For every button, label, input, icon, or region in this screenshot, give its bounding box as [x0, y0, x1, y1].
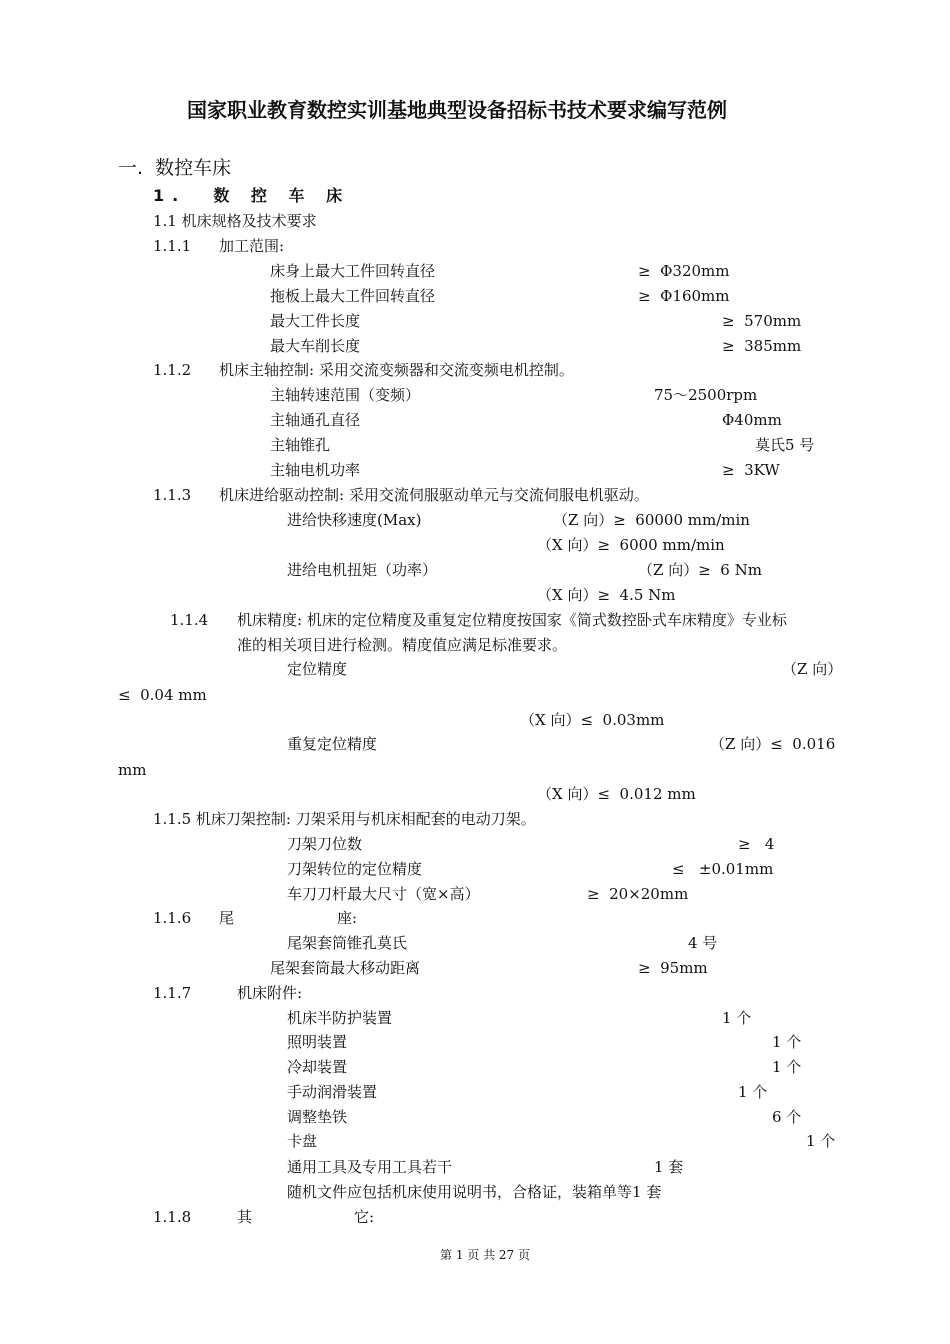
- spec-value: 4 号: [688, 934, 718, 952]
- spec-value: mm: [118, 761, 147, 779]
- spec-value: ≥ 20×20mm: [587, 885, 689, 903]
- section-heading: 一. 数控车床: [118, 157, 232, 179]
- clause-number: 1.1.3: [153, 486, 192, 504]
- spec-label: 尾架套筒锥孔莫氏: [287, 934, 408, 952]
- clause-label: 其: [237, 1208, 253, 1226]
- list-item: 通用工具及专用工具若干: [287, 1158, 453, 1176]
- list-item: 卡盘: [287, 1132, 318, 1150]
- spec-label: 主轴转速范围（变频）: [270, 386, 421, 404]
- spec-value: ≥ 570mm: [722, 312, 802, 330]
- spec-value: （Z 向）: [782, 660, 843, 678]
- list-item-value: 1 个: [738, 1083, 768, 1101]
- spec-value: ≥ 4: [738, 835, 775, 853]
- clause-text: 准的相关项目进行检测。精度值应满足标准要求。: [237, 636, 568, 654]
- clause-label: 加工范围:: [219, 237, 285, 255]
- page-footer: 第 1 页 共 27 页: [440, 1248, 530, 1262]
- clause-number: 1.1.8: [153, 1208, 192, 1226]
- spec-label: 重复定位精度: [287, 735, 378, 753]
- clause-number: 1.1.6: [153, 909, 192, 927]
- list-item-value: 6 个: [772, 1108, 802, 1126]
- spec-label: 拖板上最大工件回转直径: [270, 287, 436, 305]
- spec-label: 尾架套筒最大移动距离: [270, 959, 421, 977]
- spec-value: ≤ 0.04 mm: [118, 686, 207, 704]
- spec-value: ≥ Φ320mm: [638, 262, 730, 280]
- clause-label: 机床主轴控制: 采用交流变频器和交流变频电机控制。: [219, 361, 574, 379]
- spec-value: （Z 向）≥ 6 Nm: [638, 561, 762, 579]
- subsection-heading: 1. 数 控 车 床: [153, 186, 351, 205]
- spec-label: 车刀刀杆最大尺寸（宽×高）: [287, 885, 480, 903]
- list-item-value: 1 个: [806, 1132, 836, 1150]
- list-item: 随机文件应包括机床使用说明书，合格证，装箱单等1 套: [287, 1183, 662, 1201]
- spec-value: 75～2500rpm: [654, 386, 758, 404]
- list-item: 冷却装置: [287, 1058, 348, 1076]
- spec-label: 最大工件长度: [270, 312, 361, 330]
- clause-text: 机床精度: 机床的定位精度及重复定位精度按国家《简式数控卧式车床精度》专业标: [237, 611, 787, 629]
- clause-number: 1.1.1: [153, 237, 192, 255]
- spec-label: 定位精度: [287, 660, 348, 678]
- clause-label: 机床附件:: [237, 984, 303, 1002]
- spec-value: （Z 向）≥ 60000 mm/min: [553, 511, 750, 529]
- spec-value: （X 向）≥ 6000 mm/min: [537, 536, 725, 554]
- spec-label: 刀架转位的定位精度: [287, 860, 423, 878]
- spec-value: ≤ ±0.01mm: [672, 860, 774, 878]
- spec-label: 进给快移速度(Max): [287, 511, 422, 529]
- list-item-value: 1 个: [772, 1058, 802, 1076]
- spec-value: （X 向）≤ 0.03mm: [520, 711, 665, 729]
- clause-label: 机床进给驱动控制: 采用交流伺服驱动单元与交流伺服电机驱动。: [219, 486, 649, 504]
- clause-number: 1.1.4: [170, 611, 209, 629]
- spec-value: Φ40mm: [722, 411, 782, 429]
- list-item-value: 1 个: [772, 1033, 802, 1051]
- spec-value: ≥ 385mm: [722, 337, 802, 355]
- spec-value: ≥ 95mm: [638, 959, 708, 977]
- spec-label: 进给电机扭矩（功率）: [287, 561, 438, 579]
- clause-label: 座:: [337, 909, 358, 927]
- clause-label: 1.1.5 机床刀架控制: 刀架采用与机床相配套的电动刀架。: [153, 810, 536, 828]
- page-title: 国家职业教育数控实训基地典型设备招标书技术要求编写范例: [187, 98, 727, 122]
- spec-label: 主轴锥孔: [270, 436, 331, 454]
- clause-label: 尾: [219, 909, 235, 927]
- list-item: 手动润滑装置: [287, 1083, 378, 1101]
- spec-label: 最大车削长度: [270, 337, 361, 355]
- spec-label: 主轴电机功率: [270, 461, 361, 479]
- clause-label: 它:: [354, 1208, 375, 1226]
- list-item-value: 1 套: [654, 1158, 684, 1176]
- spec-value: ≥ 3KW: [722, 461, 780, 479]
- clause-number: 1.1.7: [153, 984, 192, 1002]
- list-item-value: 1 个: [722, 1009, 752, 1027]
- spec-value: （Z 向）≤ 0.016: [710, 735, 836, 753]
- spec-value: ≥ Φ160mm: [638, 287, 730, 305]
- list-item: 机床半防护装置: [287, 1009, 393, 1027]
- spec-label: 床身上最大工件回转直径: [270, 262, 436, 280]
- list-item: 调整垫铁: [287, 1108, 348, 1126]
- spec-label: 刀架刀位数: [287, 835, 363, 853]
- spec-value: （X 向）≤ 0.012 mm: [537, 785, 696, 803]
- spec-label: 主轴通孔直径: [270, 411, 361, 429]
- spec-value: 莫氏5 号: [755, 436, 815, 454]
- clause-number: 1.1.2: [153, 361, 192, 379]
- spec-value: （X 向）≥ 4.5 Nm: [537, 586, 676, 604]
- list-item: 照明装置: [287, 1033, 348, 1051]
- clause-1-1: 1.1 机床规格及技术要求: [153, 212, 317, 230]
